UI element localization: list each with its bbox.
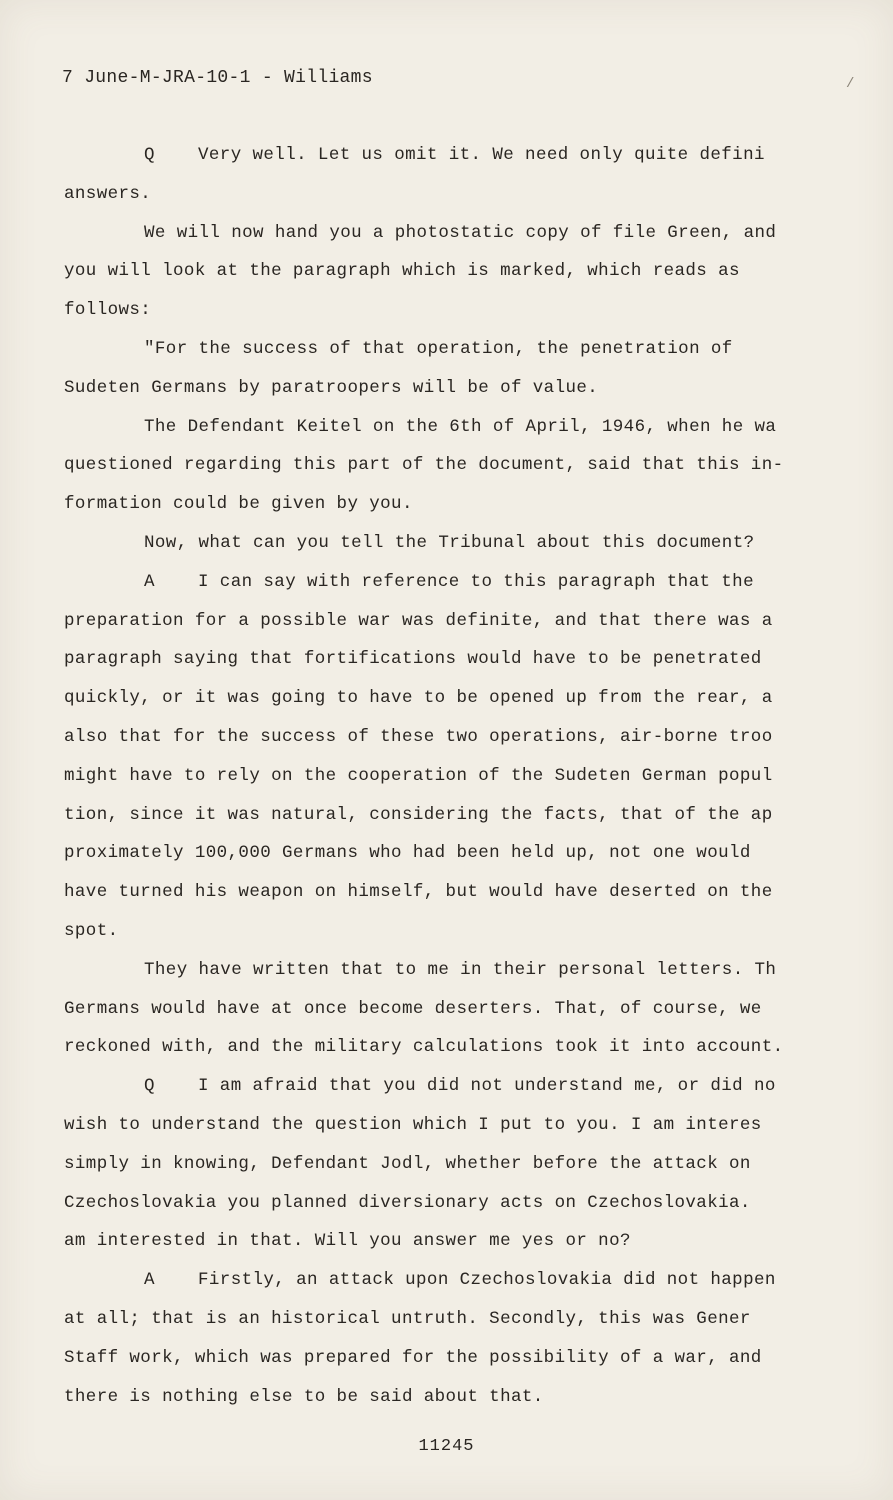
line-text: wish to understand the question which I put to you. I am interes [64, 1114, 762, 1135]
transcript-line [64, 1300, 834, 1339]
transcript-line [64, 640, 834, 679]
transcript-line [64, 485, 834, 524]
line-text: at all; that is an historical untruth. Secondly, this was Gener [64, 1308, 751, 1329]
transcript-body [64, 136, 834, 1416]
transcript-line [64, 1106, 834, 1145]
line-text: The Defendant Keitel on the 6th of April, 1946, when he wa [144, 416, 777, 437]
transcript-line [64, 1028, 834, 1067]
line-text: proximately 100,000 Germans who had been held up, not one would [64, 843, 751, 864]
transcript-line [64, 408, 834, 447]
transcript-line [64, 873, 834, 912]
line-text: formation could be given by you. [64, 494, 413, 515]
line-text: might have to rely on the cooperation of the Sudeten German popul [64, 765, 773, 786]
transcript-line [64, 330, 834, 369]
page-number: 11245 [418, 1437, 475, 1456]
line-text: answers. [64, 183, 152, 204]
transcript-line [64, 563, 834, 602]
transcript-line [64, 214, 834, 253]
transcript-line [64, 990, 834, 1029]
transcript-line [64, 718, 834, 757]
transcript-line [64, 1145, 834, 1184]
line-text: questioned regarding this part of the document, said that this in- [64, 455, 784, 476]
line-text: follows: [64, 300, 152, 321]
line-text: spot. [64, 920, 119, 941]
transcript-line [64, 1222, 834, 1261]
line-text: simply in knowing, Defendant Jodl, whether before the attack on [64, 1153, 751, 1174]
transcript-line [64, 834, 834, 873]
transcript-line [64, 796, 834, 835]
transcript-line [64, 1067, 834, 1106]
transcript-line [64, 602, 834, 641]
line-text: I am afraid that you did not understand me, or did no [198, 1076, 776, 1097]
line-text: you will look at the paragraph which is marked, which reads as [64, 261, 740, 282]
transcript-line [64, 291, 834, 330]
transcript-line [64, 912, 834, 951]
line-text: Firstly, an attack upon Czechoslovakia did not happen [198, 1270, 776, 1291]
transcript-line [64, 951, 834, 990]
speaker-tag: A [144, 571, 155, 592]
line-text: "For the success of that operation, the penetration of [144, 338, 733, 359]
transcript-line [64, 1339, 834, 1378]
speaker-tag: Q [144, 145, 155, 165]
line-text: Very well. Let us omit it. We need only quite defini [198, 145, 765, 165]
transcript-line [64, 757, 834, 796]
line-text: We will now hand you a photostatic copy of file Green, and [144, 222, 777, 243]
line-text: paragraph saying that fortifications would have to be penetrated [64, 649, 762, 670]
line-text: Now, what can you tell the Tribunal about this document? [144, 532, 755, 553]
transcript-line [64, 446, 834, 485]
transcript-line [64, 175, 834, 214]
line-text: tion, since it was natural, considering the facts, that of the ap [64, 804, 773, 825]
page-header: 7 June-M-JRA-10-1 - Williams [62, 68, 373, 88]
speaker-tag: A [144, 1270, 155, 1291]
line-text: reckoned with, and the military calculations took it into account. [64, 1037, 784, 1058]
line-text: quickly, or it was going to have to be opened up from the rear, a [64, 688, 773, 709]
line-text: preparation for a possible war was definite, and that there was a [64, 610, 773, 631]
transcript-line [64, 679, 834, 718]
line-text: They have written that to me in their personal letters. Th [144, 959, 777, 980]
transcript-line [64, 136, 834, 175]
transcript-line [64, 252, 834, 291]
speaker-tag: Q [144, 1076, 155, 1097]
transcript-line [64, 524, 834, 563]
line-text: there is nothing else to be said about that. [64, 1386, 544, 1407]
transcript-line [64, 1378, 834, 1417]
line-text: also that for the success of these two operations, air-borne troo [64, 726, 773, 747]
transcript-line [64, 1261, 834, 1300]
line-text: am interested in that. Will you answer me yes or no? [64, 1231, 631, 1252]
line-text: Germans would have at once become deserters. That, of course, we [64, 998, 762, 1019]
margin-mark: / [846, 76, 855, 92]
line-text: I can say with reference to this paragraph that the [198, 571, 754, 592]
line-text: have turned his weapon on himself, but would have deserted on the [64, 882, 773, 903]
transcript-line [64, 1184, 834, 1223]
line-text: Sudeten Germans by paratroopers will be of value. [64, 377, 599, 398]
line-text: Czechoslovakia you planned diversionary acts on Czechoslovakia. [64, 1192, 751, 1213]
line-text: Staff work, which was prepared for the possibility of a war, and [64, 1347, 762, 1368]
transcript-line [64, 369, 834, 408]
